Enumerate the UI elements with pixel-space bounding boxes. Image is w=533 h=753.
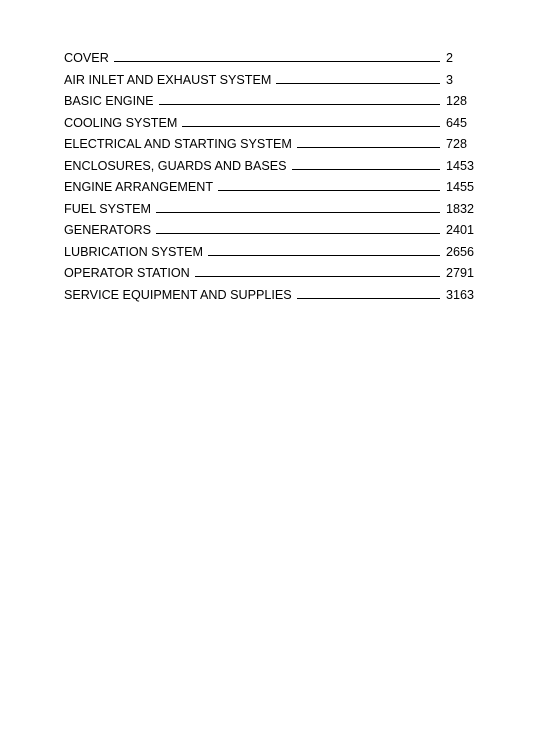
toc-leader-line xyxy=(276,83,440,84)
toc-leader-line xyxy=(297,298,440,299)
toc-entry-page: 728 xyxy=(446,137,468,151)
toc-leader-line xyxy=(208,255,440,256)
toc-entry-title: COVER xyxy=(64,51,109,65)
toc-leader-line xyxy=(297,147,440,148)
toc-entry-page: 128 xyxy=(446,94,468,108)
toc-entry-page: 3163 xyxy=(446,287,475,302)
toc-entry-page: 2401 xyxy=(446,223,475,237)
toc-entry-title: FUEL SYSTEM xyxy=(64,201,152,216)
toc-leader-line xyxy=(114,61,440,62)
toc-entry-title: AIR INLET AND EXHAUST SYSTEM xyxy=(64,72,272,87)
toc-entry-page: 1453 xyxy=(446,158,475,173)
toc-entry-enclosures-guards-and-bases[interactable] xyxy=(64,159,476,181)
toc-leader-line xyxy=(292,169,440,170)
toc-entry-fuel-system[interactable] xyxy=(64,202,476,224)
toc-entry-page: 2 xyxy=(446,51,454,65)
toc-leader-line xyxy=(156,212,440,213)
toc-entry-generators[interactable] xyxy=(64,223,476,245)
toc-entry-page: 1832 xyxy=(446,201,475,216)
table-of-contents xyxy=(64,51,476,309)
toc-entry-lubrication-system[interactable] xyxy=(64,245,476,267)
toc-entry-title: ENCLOSURES, GUARDS AND BASES xyxy=(64,158,287,173)
toc-entry-title: OPERATOR STATION xyxy=(64,266,190,280)
toc-entry-cover[interactable] xyxy=(64,51,476,73)
toc-entry-title: COOLING SYSTEM xyxy=(64,115,178,130)
toc-entry-engine-arrangement[interactable] xyxy=(64,180,476,202)
toc-entry-page: 645 xyxy=(446,115,468,130)
toc-entry-page: 2656 xyxy=(446,244,475,259)
toc-leader-line xyxy=(156,233,440,234)
toc-leader-line xyxy=(195,276,440,277)
toc-entry-electrical-and-starting-system[interactable] xyxy=(64,137,476,159)
toc-entry-title: SERVICE EQUIPMENT AND SUPPLIES xyxy=(64,287,292,302)
toc-entry-title: LUBRICATION SYSTEM xyxy=(64,244,204,259)
toc-entry-basic-engine[interactable] xyxy=(64,94,476,116)
toc-entry-page: 1455 xyxy=(446,180,475,194)
toc-entry-title: BASIC ENGINE xyxy=(64,94,154,108)
toc-entry-page: 2791 xyxy=(446,266,475,280)
toc-entry-title: GENERATORS xyxy=(64,223,152,237)
toc-leader-line xyxy=(159,104,440,105)
toc-entry-operator-station[interactable] xyxy=(64,266,476,288)
toc-entry-page: 3 xyxy=(446,72,454,87)
toc-entry-air-inlet-and-exhaust-system[interactable] xyxy=(64,73,476,95)
toc-entry-title: ELECTRICAL AND STARTING SYSTEM xyxy=(64,137,292,151)
toc-leader-line xyxy=(182,126,440,127)
toc-leader-line xyxy=(218,190,440,191)
toc-entry-service-equipment-and-supplies[interactable] xyxy=(64,288,476,310)
toc-entry-title: ENGINE ARRANGEMENT xyxy=(64,180,214,194)
toc-entry-cooling-system[interactable] xyxy=(64,116,476,138)
